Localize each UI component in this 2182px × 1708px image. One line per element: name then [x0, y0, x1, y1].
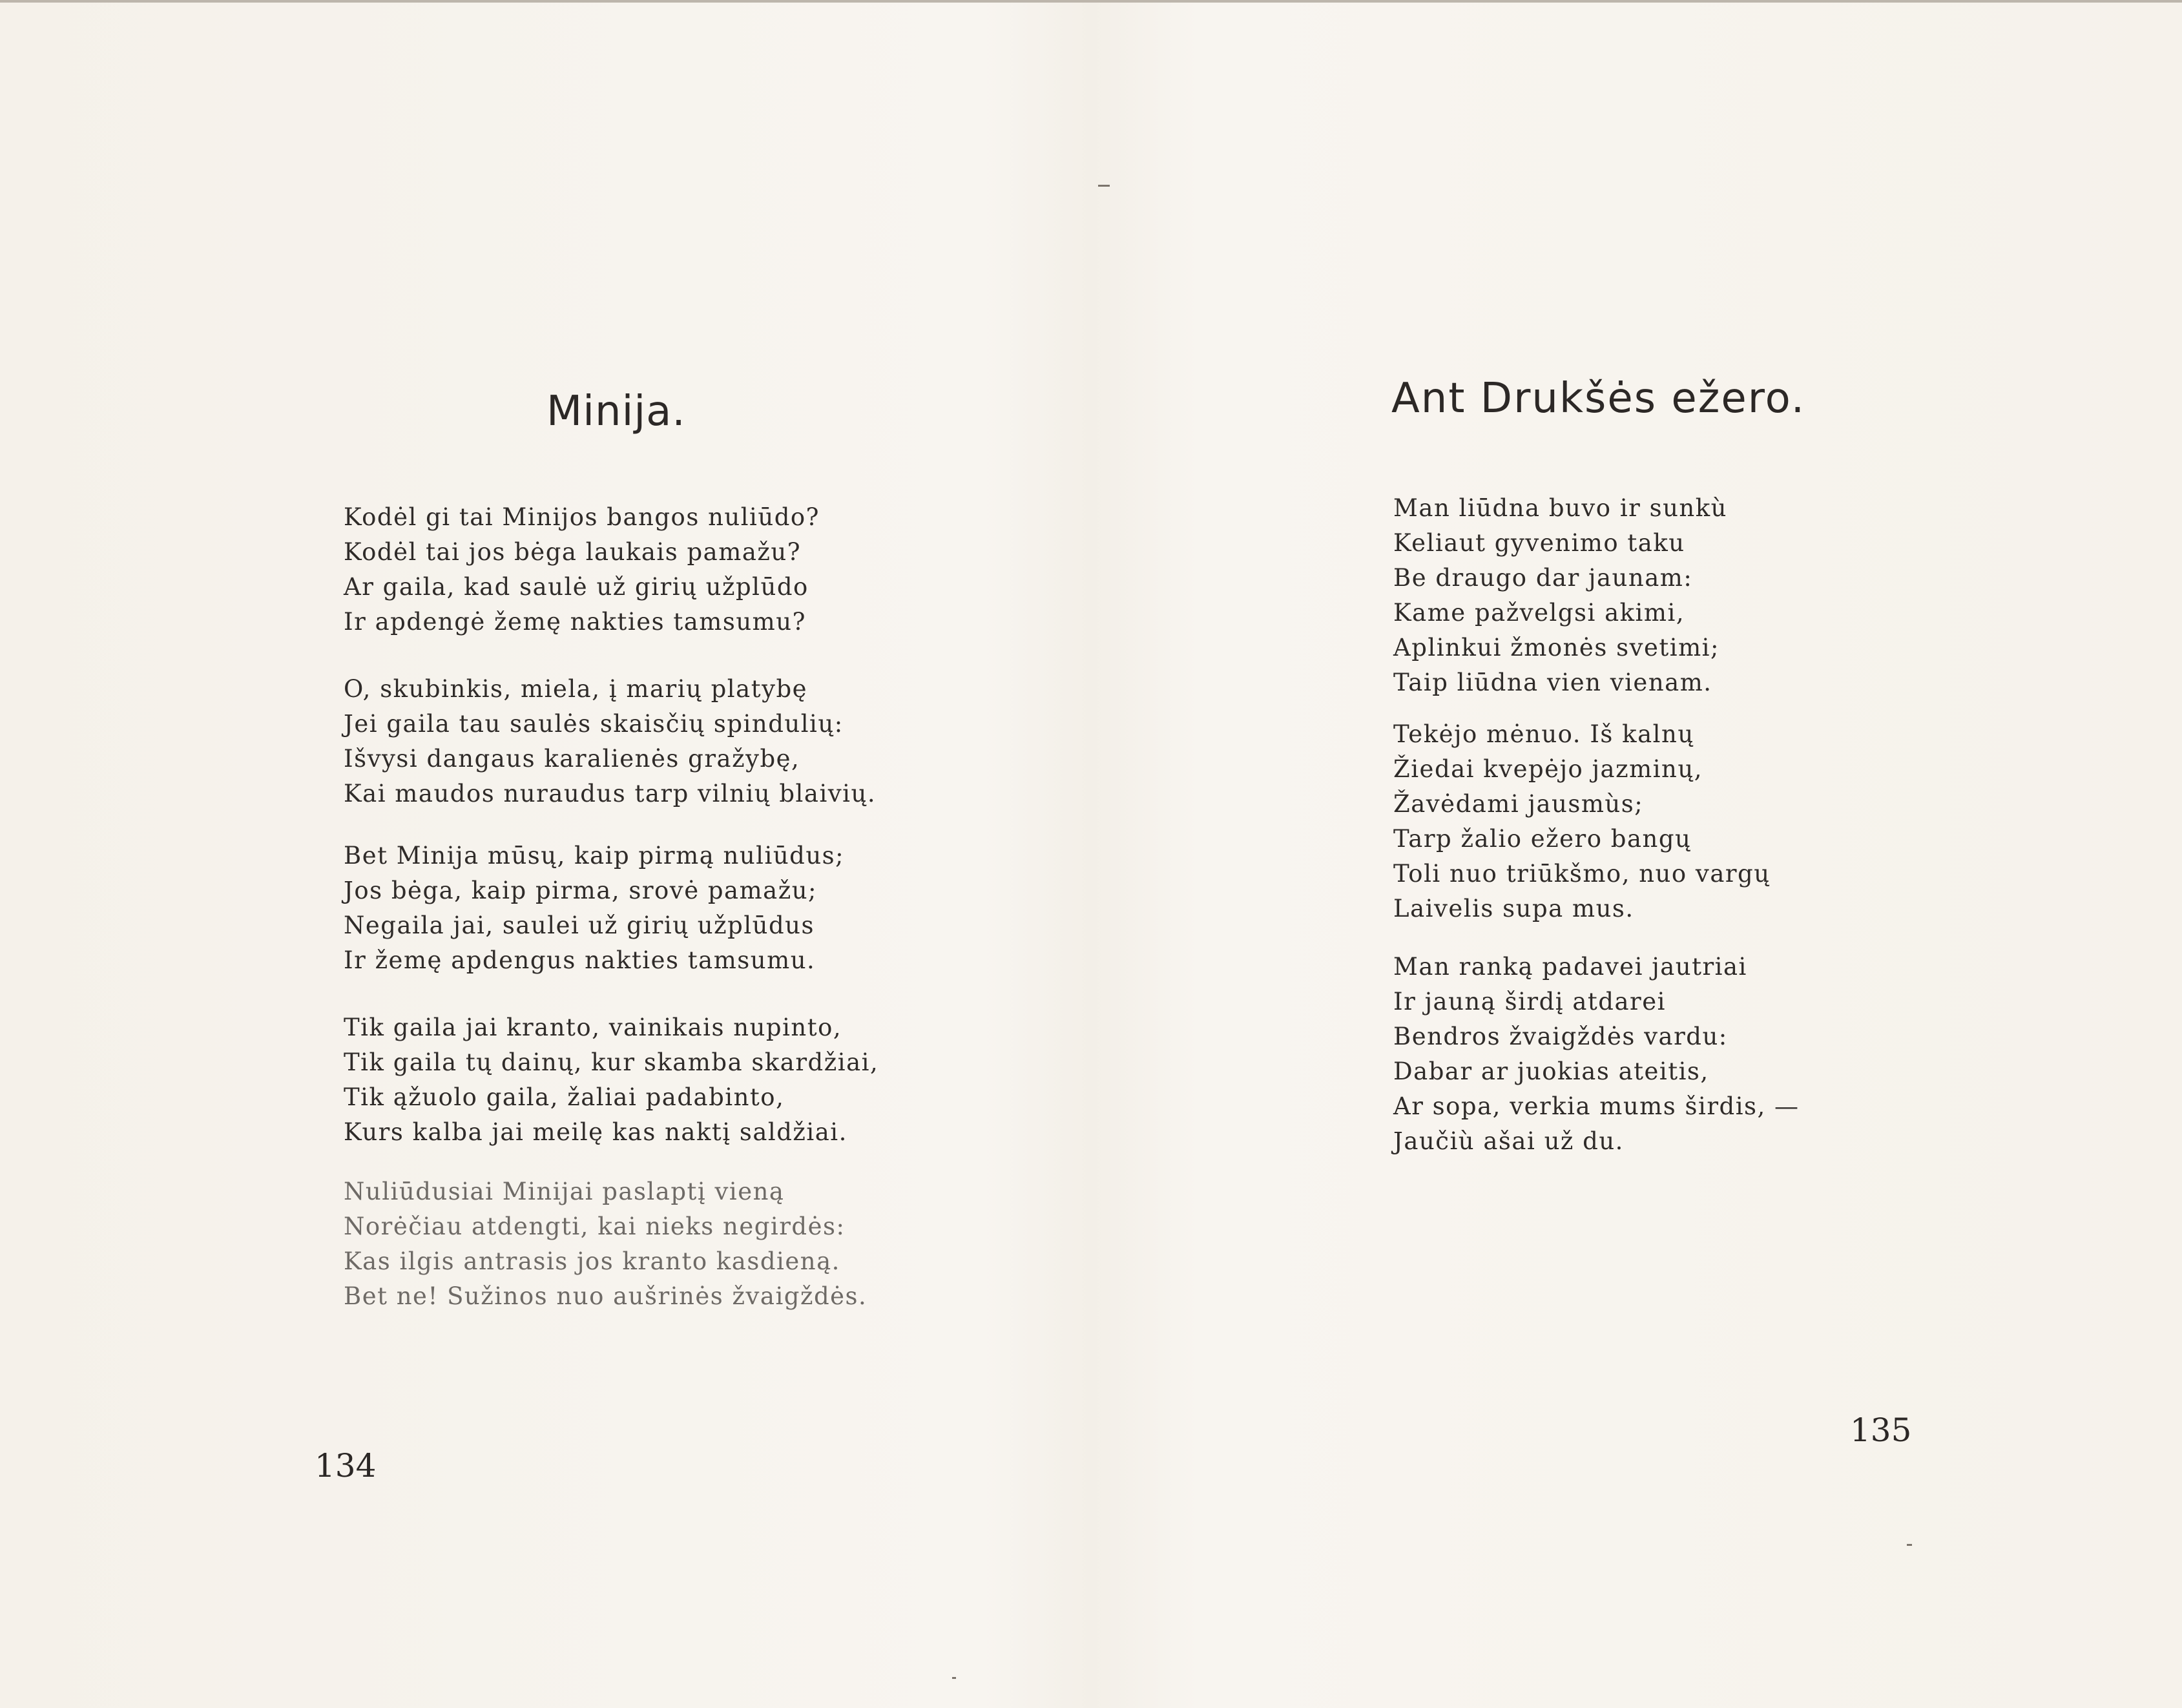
page-number: 135: [1850, 1411, 1912, 1449]
poem-line: Negaila jai, saulei už girių užplūdus: [344, 911, 815, 939]
poem-line: Toli nuo triūkšmo, nuo vargų: [1393, 860, 1771, 888]
poem-line: Ir jauną širdį atdarei: [1393, 988, 1666, 1015]
poem-line: Kas ilgis antrasis jos kranto kasdieną.: [344, 1247, 840, 1275]
poem-line: Ir žemę apdengus nakties tamsumu.: [344, 946, 816, 974]
poem-line: Žavėdami jausmùs;: [1393, 790, 1644, 818]
poem-title-minija: Minija.: [546, 388, 686, 435]
poem-line: Keliaut gyvenimo taku: [1393, 529, 1685, 557]
stanza: [344, 1010, 878, 1150]
print-speck: [952, 1677, 956, 1679]
poem-line: Man ranką padavei jautriai: [1393, 953, 1747, 981]
poem-line: Aplinkui žmonės svetimi;: [1393, 634, 1720, 661]
poem-line: Taip liūdna vien vienam.: [1393, 669, 1712, 696]
right-page: [1091, 0, 2182, 1708]
poem-line: Laivelis supa mus.: [1393, 895, 1634, 922]
poem-line: Bet ne! Sužinos nuo aušrinės žvaigždės.: [344, 1282, 868, 1310]
print-speck: [1098, 185, 1110, 187]
poem-line: Tekėjo mėnuo. Iš kalnų: [1393, 720, 1694, 748]
poem-line: Kodėl tai jos bėga laukais pamažu?: [344, 538, 802, 566]
poem-line: Jaučiù ašai už du.: [1393, 1127, 1624, 1155]
stanza: [344, 672, 876, 811]
poem-line: Tik gaila tų dainų, kur skamba skardžiai,: [344, 1048, 879, 1076]
poem-line: Kai maudos nuraudus tarp vilnių blaivių.: [344, 780, 877, 807]
poem-line: Norėčiau atdengti, kai nieks negirdės:: [344, 1213, 846, 1240]
stanza: [1393, 717, 1771, 926]
poem-line: Kodėl gi tai Minijos bangos nuliūdo?: [344, 503, 820, 531]
poem-line: Ar gaila, kad saulė už girių užplūdo: [344, 573, 809, 601]
poem-line: Ir apdengė žemę nakties tamsumu?: [344, 608, 806, 636]
stanza: [344, 838, 844, 978]
poem-line: Tarp žalio ežero bangų: [1393, 825, 1692, 853]
poem-line: Jos bėga, kaip pirma, srovė pamažu;: [344, 877, 818, 904]
poem-line: Ar sopa, verkia mums širdis, —: [1393, 1092, 1800, 1120]
stanza: [1393, 491, 1727, 700]
poem-line: Dabar ar juokias ateitis,: [1393, 1057, 1709, 1085]
poem-line: Be draugo dar jaunam:: [1393, 564, 1693, 592]
page-number: 134: [315, 1447, 377, 1484]
stanza: [344, 1174, 867, 1314]
poem-line: Tik gaila jai kranto, vainikais nupinto,: [344, 1014, 842, 1041]
stanza: [344, 500, 820, 640]
stanza: [1393, 950, 1800, 1159]
poem-line: Man liūdna buvo ir sunkù: [1393, 494, 1727, 522]
poem-line: Nuliūdusiai Minijai paslaptį vieną: [344, 1178, 785, 1205]
poem-line: Jei gaila tau saulės skaisčių spindulių:: [344, 710, 844, 738]
poem-line: Kurs kalba jai meilę kas naktį saldžiai.: [344, 1118, 847, 1146]
poem-line: Žiedai kvepėjo jazminų,: [1393, 755, 1703, 783]
poem-line: Bendros žvaigždės vardu:: [1393, 1023, 1728, 1050]
poem-line: Išvysi dangaus karalienės gražybę,: [344, 745, 800, 773]
poem-title-druksa: Ant Drukšės ežero.: [1391, 375, 1806, 422]
poem-line: O, skubinkis, miela, į marių platybę: [344, 675, 808, 703]
print-speck: [1907, 1544, 1912, 1546]
poem-line: Kame pažvelgsi akimi,: [1393, 599, 1685, 627]
poem-line: Tik ąžuolo gaila, žaliai padabinto,: [344, 1083, 785, 1111]
poem-line: Bet Minija mūsų, kaip pirmą nuliūdus;: [344, 842, 845, 870]
